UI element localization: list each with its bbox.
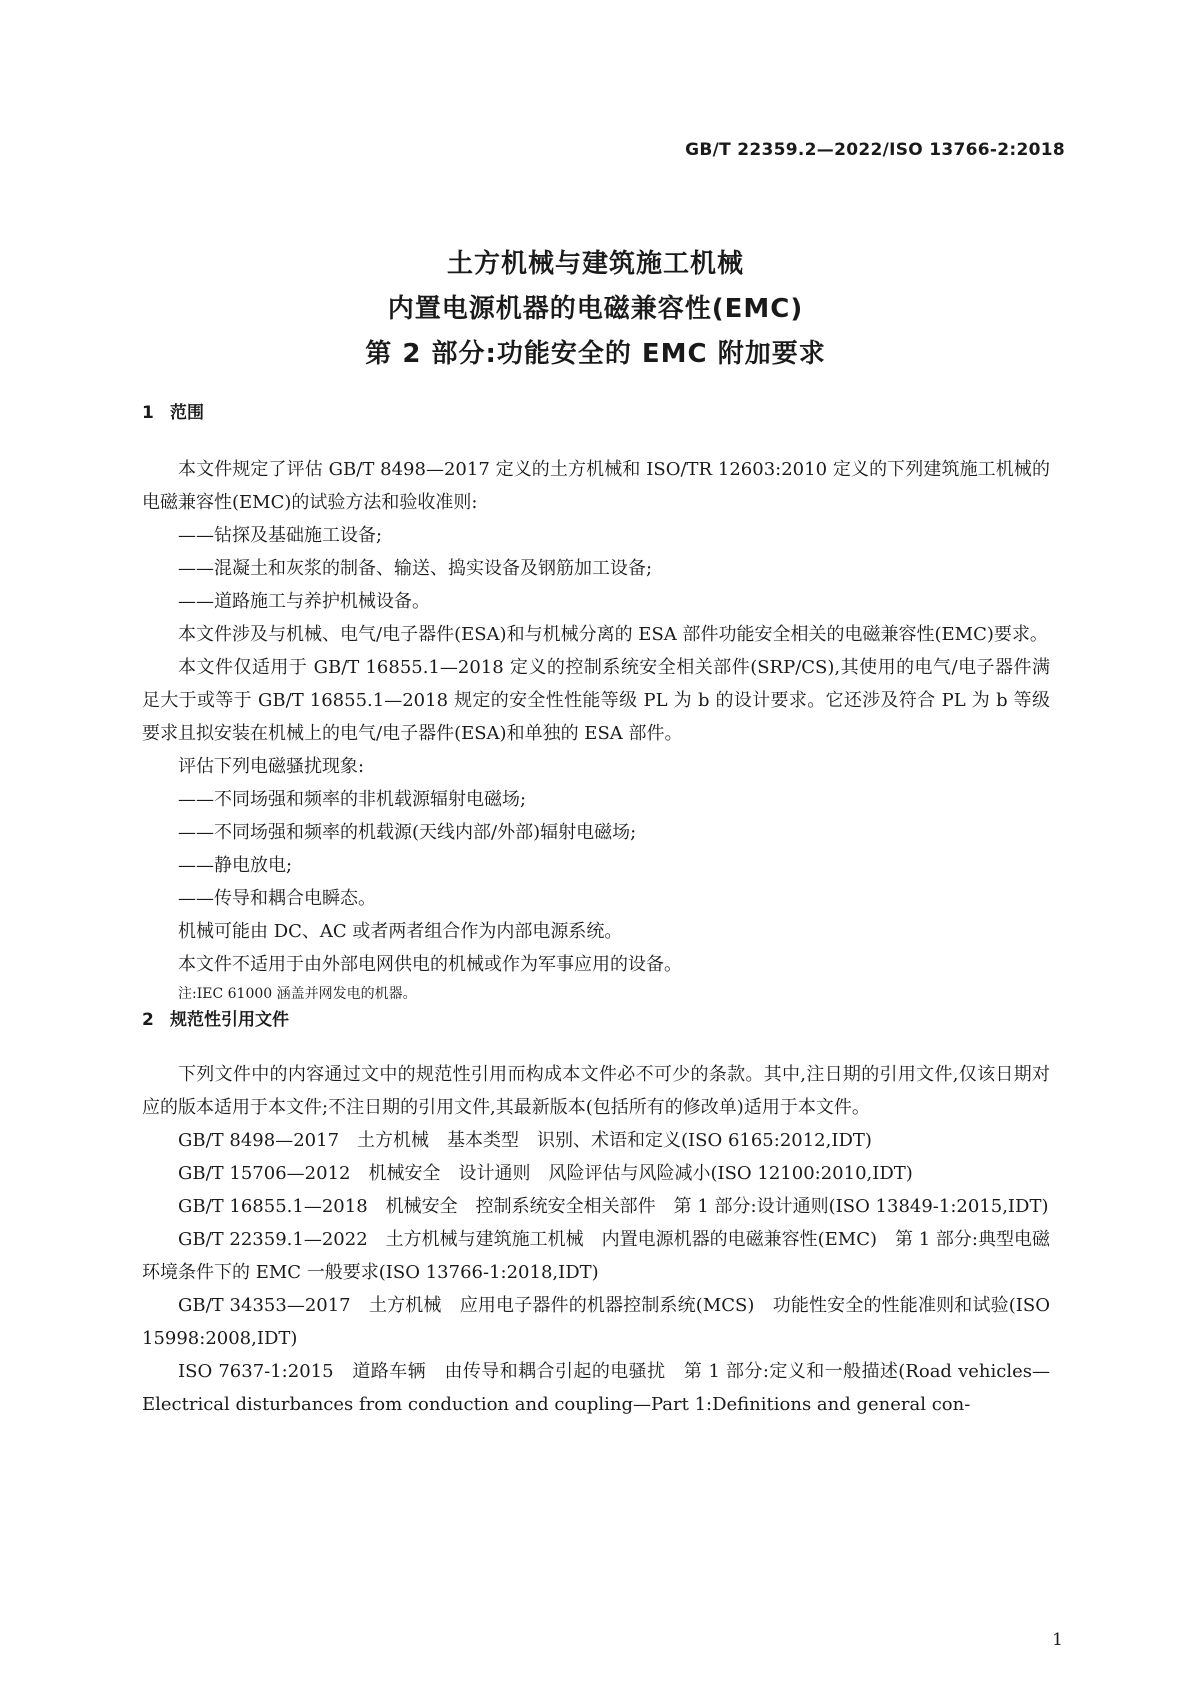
paragraph: 本文件涉及与机械、电气/电子器件(ESA)和与机械分离的 ESA 部件功能安全相关的电磁兼容性(EMC)要求。 [178,624,1048,645]
paragraph: 评估下列电磁骚扰现象: [178,756,365,777]
list-item: ——道路施工与养护机械设备。 [178,591,430,612]
list-item: ——不同场强和频率的机载源(天线内部/外部)辐射电磁场; [178,822,637,843]
section-1-heading [142,398,204,423]
section-2-body [142,1058,1050,1421]
section-1-body [142,453,1050,1007]
paragraph: 机械可能由 DC、AC 或者两者组合作为内部电源系统。 [178,921,623,942]
title-line-3: 第 2 部分:功能安全的 EMC 附加要求 [365,339,826,369]
reference-item: GB/T 8498—2017 土方机械 基本类型 识别、术语和定义(ISO 6165:2012,IDT) [178,1130,872,1151]
section-2-heading [142,1005,289,1030]
paragraph: 本文件仅适用于 GB/T 16855.1—2018 定义的控制系统安全相关部件(SRP/CS),其使用的电气/电子器件满足大于或等于 GB/T 16855.1—2018 规定的安全性性能等级 PL 为 b 的设计要求。它还涉及符合 PL 为 b 等级要求且拟安装在机械上的电气/电子器件(ESA)和单独的 ESA 部件。 [142,657,1050,744]
reference-item: GB/T 22359.1—2022 土方机械与建筑施工机械 内置电源机器的电磁兼容性(EMC) 第 1 部分:典型电磁环境条件下的 EMC 一般要求(ISO 13766-1:2018,IDT) [142,1229,1050,1283]
section-number: 2 [142,1010,154,1030]
reference-item: GB/T 15706—2012 机械安全 设计通则 风险评估与风险减小(ISO 12100:2010,IDT) [178,1163,913,1184]
section-title: 范围 [170,403,204,423]
reference-item: ISO 7637-1:2015 道路车辆 由传导和耦合引起的电骚扰 第 1 部分:定义和一般描述(Road vehicles—Electrical disturbances from conduction and coupling—Part 1:Definitions and general con- [142,1361,1050,1415]
reference-item: GB/T 34353—2017 土方机械 应用电子器件的机器控制系统(MCS) 功能性安全的性能准则和试验(ISO 15998:2008,IDT) [142,1295,1050,1349]
section-title: 规范性引用文件 [170,1010,289,1030]
standard-number: GB/T 22359.2—2022/ISO 13766-2:2018 [685,140,1065,160]
list-item: ——不同场强和频率的非机载源辐射电磁场; [178,789,527,810]
list-item: ——钻探及基础施工设备; [178,525,383,546]
list-item: ——混凝土和灰浆的制备、输送、捣实设备及钢筋加工设备; [178,558,653,579]
paragraph: 下列文件中的内容通过文中的规范性引用而构成本文件必不可少的条款。其中,注日期的引用文件,仅该日期对应的版本适用于本文件;不注日期的引用文件,其最新版本(包括所有的修改单)适用于本文件。 [142,1064,1050,1118]
reference-item: GB/T 16855.1—2018 机械安全 控制系统安全相关部件 第 1 部分:设计通则(ISO 13849-1:2015,IDT) [178,1196,1049,1217]
paragraph: 本文件不适用于由外部电网供电的机械或作为军事应用的设备。 [178,954,682,975]
list-item: ——静电放电; [178,855,293,876]
section-number: 1 [142,403,154,423]
paragraph: 本文件规定了评估 GB/T 8498—2017 定义的土方机械和 ISO/TR 12603:2010 定义的下列建筑施工机械的电磁兼容性(EMC)的试验方法和验收准则: [142,459,1050,513]
title-line-1: 土方机械与建筑施工机械 [446,249,744,279]
page-number: 1 [1052,1630,1063,1650]
list-item: ——传导和耦合电瞬态。 [178,888,376,909]
note: 注:IEC 61000 涵盖并网发电的机器。 [178,986,417,1002]
title-line-2: 内置电源机器的电磁兼容性(EMC) [387,294,804,324]
